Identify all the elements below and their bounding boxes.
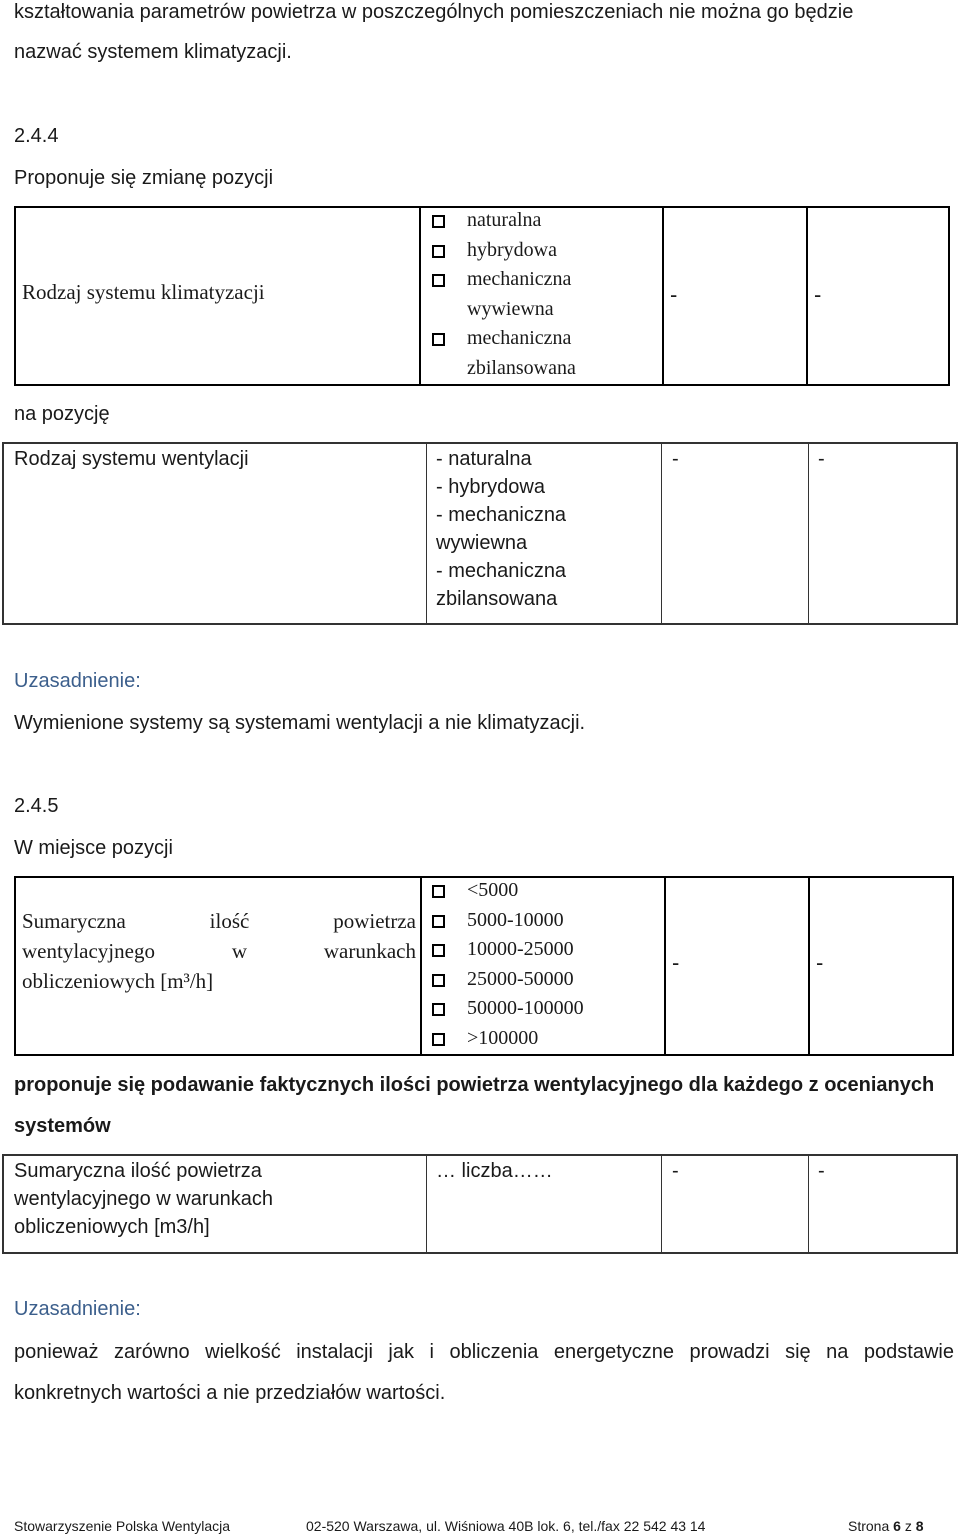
footer-page-number: Strona 6 z 8 <box>848 1518 924 1534</box>
new-system-label: Rodzaj systemu wentylacji <box>14 448 249 470</box>
range-option: >100000 <box>432 1024 584 1054</box>
old-col4-value-245: - <box>816 950 824 975</box>
old-position-table-245 <box>14 876 954 1056</box>
range-option: 10000-25000 <box>432 935 584 965</box>
range-option: 50000-100000 <box>432 994 584 1024</box>
proposal-line-2: systemów <box>14 1115 111 1137</box>
intro-line-1: kształtowania parametrów powietrza w poszczególnych pomieszczeniach nie można go będzie <box>14 1 854 23</box>
section-heading-245: W miejsce pozycji <box>14 837 173 859</box>
old-col3-value: - <box>670 282 678 307</box>
checkbox-icon <box>432 333 445 346</box>
range-option: <5000 <box>432 876 584 906</box>
footer-address: 02-520 Warszawa, ul. Wiśniowa 40B lok. 6, tel./fax 22 542 43 14 <box>306 1518 706 1534</box>
to-position-label: na pozycję <box>14 403 110 425</box>
justification-label-245: Uzasadnienie: <box>14 1298 141 1320</box>
new-col4-value: - <box>818 448 825 470</box>
range-option: 5000-10000 <box>432 906 584 936</box>
old-col3-value-245: - <box>672 950 680 975</box>
new-airflow-value: … liczba…… <box>436 1160 553 1182</box>
old-airflow-options <box>432 876 584 1053</box>
checkbox-icon <box>432 885 445 898</box>
new-col3-value-245: - <box>672 1160 679 1182</box>
old-system-options: naturalna hybrydowa mechaniczna wywiewna mechaniczna zbilansowana <box>432 206 576 383</box>
checkbox-icon <box>432 974 445 987</box>
proposal-line-1: proponuje się podawanie faktycznych ilości powietrza wentylacyjnego dla każdego z ocenianych <box>14 1074 935 1096</box>
intro-line-2: nazwać systemem klimatyzacji. <box>14 41 292 63</box>
new-col4-value-245: - <box>818 1160 825 1182</box>
justification-label-244: Uzasadnienie: <box>14 670 141 692</box>
new-position-table-245 <box>2 1154 958 1254</box>
checkbox-icon <box>432 944 445 957</box>
range-option: 25000-50000 <box>432 965 584 995</box>
justification-text-244: Wymienione systemy są systemami wentylacji a nie klimatyzacji. <box>14 712 586 734</box>
checkbox-icon <box>432 1003 445 1016</box>
checkbox-icon <box>432 245 445 258</box>
checkbox-icon <box>432 1033 445 1046</box>
section-heading-244: Proponuje się zmianę pozycji <box>14 167 274 189</box>
new-airflow-label: Sumaryczna ilość powietrza wentylacyjnego w warunkach obliczeniowych [m3/h] <box>14 1160 274 1238</box>
old-col4-value: - <box>814 282 822 307</box>
new-position-table-244 <box>2 442 958 625</box>
option-mechaniczna-wywiewna: mechaniczna <box>432 265 576 295</box>
justification-text-245-line-2: konkretnych wartości a nie przedziałów wartości. <box>14 1382 446 1404</box>
footer-org: Stowarzyszenie Polska Wentylacja <box>14 1518 231 1534</box>
section-number-244: 2.4.4 <box>14 125 59 147</box>
option-hybrydowa: hybrydowa <box>432 236 576 266</box>
checkbox-icon <box>432 915 445 928</box>
new-col3-value: - <box>672 448 679 470</box>
option-naturalna: naturalna <box>432 206 576 236</box>
old-airflow-label: Sumaryczna ilość powietrza wentylacyjnego w warunkach obliczeniowych [m³/h] <box>22 909 416 993</box>
new-system-options: - naturalna - hybrydowa - mechaniczna wywiewna - mechaniczna zbilansowana <box>436 448 567 610</box>
justification-text-245-line-1: ponieważ zarówno wielkość instalacji jak i obliczenia energetyczne prowadzi się na podstawie <box>14 1341 954 1363</box>
checkbox-icon <box>432 274 445 287</box>
section-number-245: 2.4.5 <box>14 795 59 817</box>
old-position-table-244 <box>14 206 950 386</box>
old-system-label: Rodzaj systemu klimatyzacji <box>22 280 265 304</box>
option-mechaniczna-zbilansowana: mechaniczna <box>432 324 576 354</box>
checkbox-icon <box>432 215 445 228</box>
